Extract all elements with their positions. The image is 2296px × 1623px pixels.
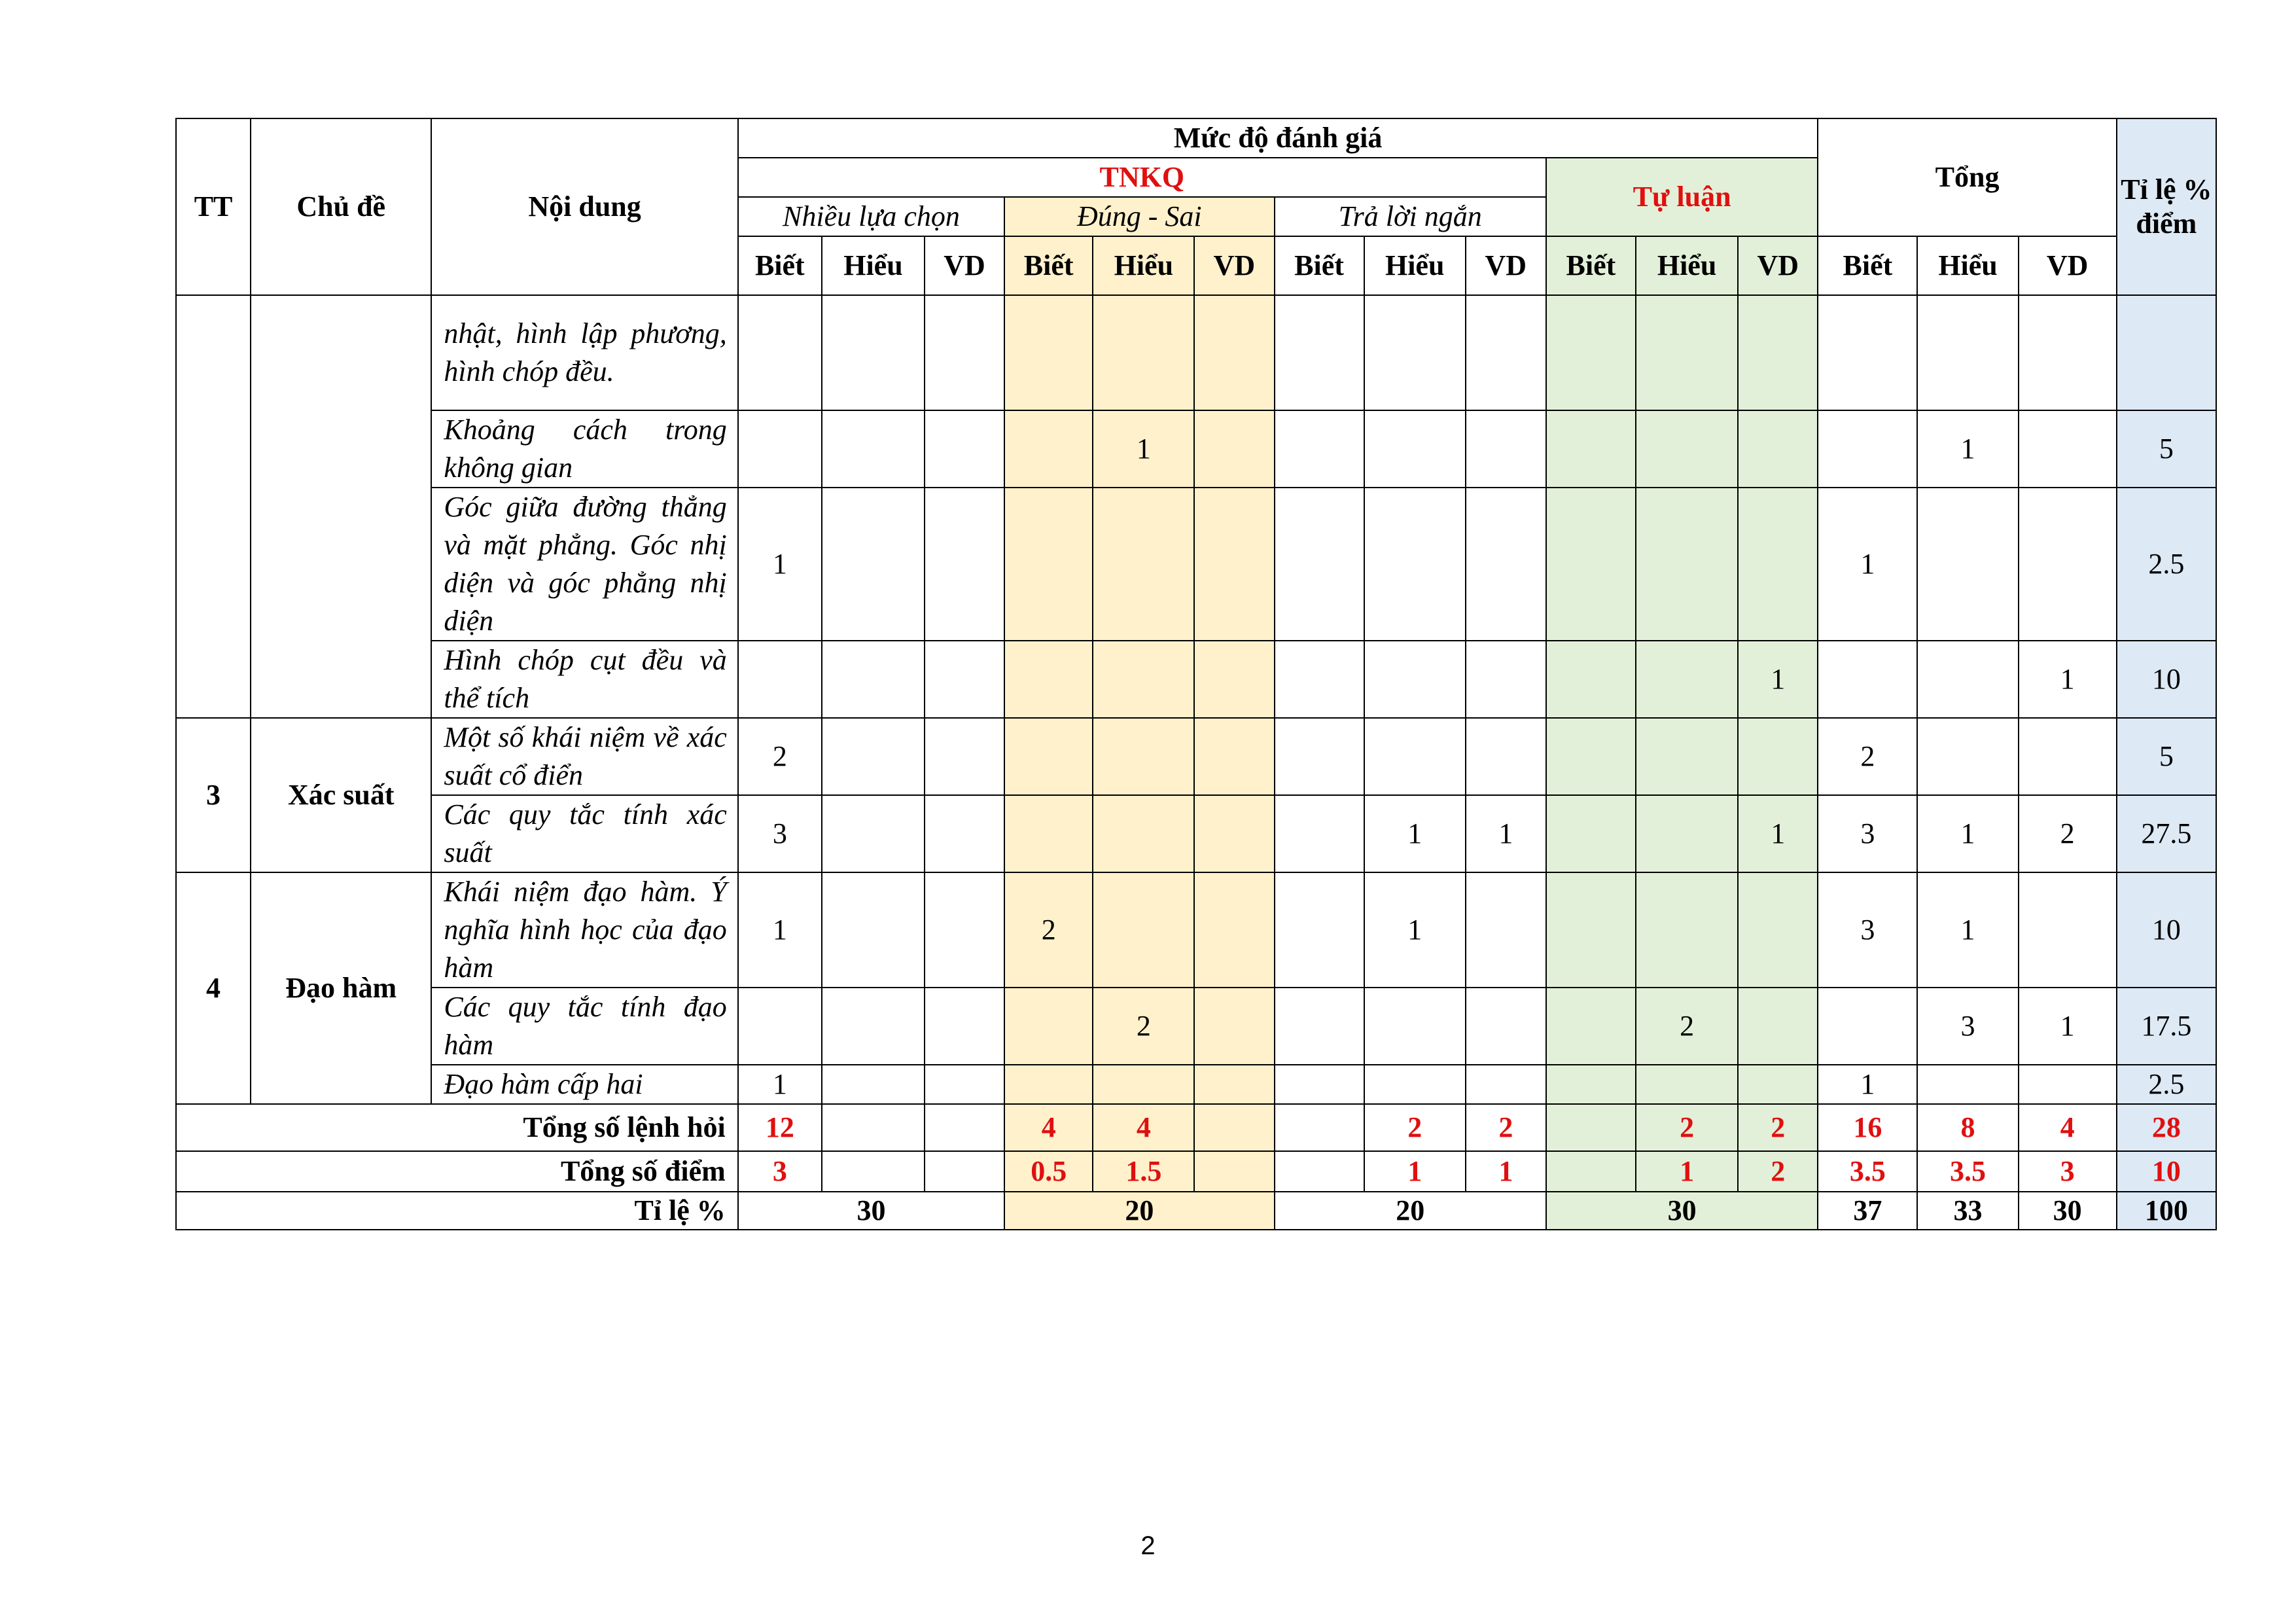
level-header-cell: VD	[1738, 236, 1818, 295]
count-cell	[1636, 795, 1738, 872]
count-cell: 3	[1818, 795, 1917, 872]
count-cell	[1917, 295, 2018, 410]
percent-dung-sai: 20	[1004, 1192, 1274, 1230]
count-cell	[1093, 641, 1194, 718]
total-points-cell	[1275, 1151, 1364, 1192]
header-tu-luan: Tự luận	[1546, 158, 1818, 236]
count-cell	[1004, 1065, 1093, 1104]
count-cell: 1	[738, 488, 822, 641]
level-header-cell: Biết	[1004, 236, 1093, 295]
content-cell: Các quy tắc tính đạo hàm	[431, 988, 737, 1065]
count-cell	[1917, 1065, 2018, 1104]
count-cell	[1546, 872, 1636, 988]
count-cell	[1636, 410, 1738, 488]
count-cell	[2019, 410, 2117, 488]
count-cell	[1093, 295, 1194, 410]
header-tnkq: TNKQ	[738, 158, 1546, 197]
count-cell: 1	[1093, 410, 1194, 488]
count-cell	[822, 988, 925, 1065]
count-cell	[1738, 295, 1818, 410]
count-cell: 1	[1738, 795, 1818, 872]
count-cell	[1275, 718, 1364, 795]
count-cell	[1738, 718, 1818, 795]
ti-le-cell	[2117, 295, 2216, 410]
total-questions-cell	[925, 1104, 1004, 1151]
percent-tra-loi-ngan: 20	[1275, 1192, 1546, 1230]
count-cell	[1636, 718, 1738, 795]
header-tong: Tổng	[1818, 118, 2116, 236]
ti-le-cell: 10	[2117, 641, 2216, 718]
count-cell	[1818, 641, 1917, 718]
total-questions-cell	[1546, 1104, 1636, 1151]
group-tt: 4	[176, 872, 251, 1104]
count-cell	[1275, 1065, 1364, 1104]
total-questions-ti-le: 28	[2117, 1104, 2216, 1151]
header-muc-do-danh-gia: Mức độ đánh giá	[738, 118, 1818, 158]
count-cell	[1546, 1065, 1636, 1104]
total-questions-cell	[822, 1104, 925, 1151]
count-cell	[1466, 295, 1546, 410]
count-cell	[1364, 641, 1466, 718]
count-cell	[1738, 1065, 1818, 1104]
count-cell	[738, 641, 822, 718]
count-cell	[1364, 988, 1466, 1065]
total-questions-cell: 2	[1364, 1104, 1466, 1151]
count-cell	[925, 295, 1004, 410]
count-cell	[1546, 488, 1636, 641]
header-dung-sai: Đúng - Sai	[1004, 197, 1274, 236]
ti-le-cell: 27.5	[2117, 795, 2216, 872]
count-cell	[925, 988, 1004, 1065]
ti-le-cell: 10	[2117, 872, 2216, 988]
count-cell	[1275, 795, 1364, 872]
count-cell	[2019, 1065, 2117, 1104]
count-cell	[1093, 1065, 1194, 1104]
percent-ti-le: 100	[2117, 1192, 2216, 1230]
count-cell: 1	[1917, 410, 2018, 488]
total-points-cell: 3	[2019, 1151, 2117, 1192]
count-cell	[1194, 795, 1274, 872]
count-cell	[1364, 718, 1466, 795]
header-ti-le-diem: Tỉ lệ % điểm	[2117, 118, 2216, 295]
count-cell	[1093, 488, 1194, 641]
count-cell	[1738, 988, 1818, 1065]
count-cell	[1275, 988, 1364, 1065]
count-cell	[1004, 795, 1093, 872]
total-questions-cell	[1275, 1104, 1364, 1151]
count-cell: 1	[1738, 641, 1818, 718]
count-cell: 2	[1004, 872, 1093, 988]
content-cell: Khoảng cách trong không gian	[431, 410, 737, 488]
count-cell	[1364, 410, 1466, 488]
count-cell	[1275, 410, 1364, 488]
count-cell	[1004, 641, 1093, 718]
count-cell: 2	[1093, 988, 1194, 1065]
count-cell	[1466, 718, 1546, 795]
level-header-cell: Biết	[738, 236, 822, 295]
group-chu-de	[251, 295, 431, 718]
count-cell	[1636, 872, 1738, 988]
level-header-cell: VD	[2019, 236, 2117, 295]
count-cell	[1636, 1065, 1738, 1104]
count-cell	[738, 410, 822, 488]
count-cell	[1636, 488, 1738, 641]
count-cell	[1093, 795, 1194, 872]
count-cell: 1	[2019, 641, 2117, 718]
count-cell	[1546, 410, 1636, 488]
count-cell	[1364, 1065, 1466, 1104]
total-points-cell: 2	[1738, 1151, 1818, 1192]
count-cell	[1004, 410, 1093, 488]
count-cell	[1466, 1065, 1546, 1104]
group-chu-de: Xác suất	[251, 718, 431, 872]
content-cell: Đạo hàm cấp hai	[431, 1065, 737, 1104]
total-questions-cell: 8	[1917, 1104, 2018, 1151]
count-cell: 1	[1364, 872, 1466, 988]
total-points-cell: 1	[1364, 1151, 1466, 1192]
header-tra-loi-ngan: Trả lời ngắn	[1275, 197, 1546, 236]
count-cell	[1194, 718, 1274, 795]
count-cell	[1275, 488, 1364, 641]
count-cell	[822, 718, 925, 795]
count-cell	[1636, 641, 1738, 718]
total-points-cell: 1	[1636, 1151, 1738, 1192]
count-cell	[1917, 488, 2018, 641]
count-cell	[1636, 295, 1738, 410]
count-cell	[1194, 1065, 1274, 1104]
count-cell	[1546, 795, 1636, 872]
count-cell: 1	[2019, 988, 2117, 1065]
page-number: 2	[1140, 1531, 1156, 1560]
header-chu-de: Chủ đề	[251, 118, 431, 295]
count-cell	[1466, 988, 1546, 1065]
count-cell	[822, 872, 925, 988]
total-points-cell: 0.5	[1004, 1151, 1093, 1192]
count-cell	[1917, 718, 2018, 795]
count-cell	[2019, 488, 2117, 641]
level-header-cell: Hiểu	[1364, 236, 1466, 295]
level-header-cell: VD	[925, 236, 1004, 295]
count-cell: 1	[1917, 795, 2018, 872]
total-points-cell: 3.5	[1917, 1151, 2018, 1192]
total-questions-cell: 4	[1093, 1104, 1194, 1151]
count-cell	[1194, 641, 1274, 718]
header-noi-dung: Nội dung	[431, 118, 737, 295]
total-points-cell: 1	[1466, 1151, 1546, 1192]
total-points-ti-le: 10	[2117, 1151, 2216, 1192]
header-nhieu-lua-chon: Nhiều lựa chọn	[738, 197, 1004, 236]
percent-tong-vd: 30	[2019, 1192, 2117, 1230]
count-cell	[822, 641, 925, 718]
total-questions-label: Tổng số lệnh hỏi	[176, 1104, 738, 1151]
total-questions-cell: 4	[1004, 1104, 1093, 1151]
assessment-matrix-table	[175, 118, 2217, 1230]
count-cell	[822, 488, 925, 641]
total-questions-cell: 2	[1636, 1104, 1738, 1151]
count-cell: 3	[1818, 872, 1917, 988]
level-header-cell: Biết	[1275, 236, 1364, 295]
count-cell	[1546, 641, 1636, 718]
total-points-cell	[1194, 1151, 1274, 1192]
count-cell	[1917, 641, 2018, 718]
count-cell: 1	[1818, 488, 1917, 641]
count-cell	[822, 410, 925, 488]
count-cell	[1738, 488, 1818, 641]
count-cell	[1466, 872, 1546, 988]
count-cell	[1466, 641, 1546, 718]
count-cell: 1	[738, 1065, 822, 1104]
count-cell	[1818, 295, 1917, 410]
percent-tong-hieu: 33	[1917, 1192, 2018, 1230]
total-points-cell: 3	[738, 1151, 822, 1192]
total-questions-cell: 2	[1738, 1104, 1818, 1151]
count-cell: 1	[1466, 795, 1546, 872]
content-cell: Khái niệm đạo hàm. Ý nghĩa hình học của đạo hàm	[431, 872, 737, 988]
group-chu-de: Đạo hàm	[251, 872, 431, 1104]
count-cell	[738, 295, 822, 410]
total-questions-cell: 12	[738, 1104, 822, 1151]
level-header-cell: Biết	[1818, 236, 1917, 295]
count-cell	[822, 795, 925, 872]
ti-le-cell: 5	[2117, 410, 2216, 488]
count-cell	[1738, 410, 1818, 488]
count-cell	[1194, 872, 1274, 988]
content-cell: Các quy tắc tính xác suất	[431, 795, 737, 872]
count-cell	[1818, 410, 1917, 488]
count-cell: 3	[1917, 988, 2018, 1065]
count-cell	[1466, 410, 1546, 488]
count-cell: 1	[1364, 795, 1466, 872]
percent-tu-luan: 30	[1546, 1192, 1818, 1230]
count-cell	[2019, 872, 2117, 988]
total-points-cell	[822, 1151, 925, 1192]
group-tt	[176, 295, 251, 718]
count-cell	[1004, 488, 1093, 641]
percent-label: Tỉ lệ %	[176, 1192, 738, 1230]
count-cell	[1275, 872, 1364, 988]
count-cell	[925, 1065, 1004, 1104]
count-cell	[2019, 718, 2117, 795]
total-questions-cell: 4	[2019, 1104, 2117, 1151]
header-tt: TT	[176, 118, 251, 295]
level-header-cell: VD	[1194, 236, 1274, 295]
count-cell	[1275, 641, 1364, 718]
count-cell: 2	[738, 718, 822, 795]
count-cell	[1004, 988, 1093, 1065]
total-questions-cell	[1194, 1104, 1274, 1151]
level-header-cell: Hiểu	[822, 236, 925, 295]
count-cell	[925, 488, 1004, 641]
count-cell	[1194, 295, 1274, 410]
count-cell	[2019, 295, 2117, 410]
level-header-cell: Hiểu	[1636, 236, 1738, 295]
count-cell	[1818, 988, 1917, 1065]
count-cell	[1546, 988, 1636, 1065]
count-cell: 1	[1917, 872, 2018, 988]
count-cell	[925, 718, 1004, 795]
total-points-cell	[1546, 1151, 1636, 1192]
total-questions-cell: 2	[1466, 1104, 1546, 1151]
content-cell: Góc giữa đường thẳng và mặt phẳng. Góc nhị diện và góc phẳng nhị diện	[431, 488, 737, 641]
ti-le-cell: 2.5	[2117, 488, 2216, 641]
group-tt: 3	[176, 718, 251, 872]
count-cell: 1	[738, 872, 822, 988]
count-cell	[1093, 718, 1194, 795]
count-cell	[925, 641, 1004, 718]
count-cell	[1546, 295, 1636, 410]
total-points-cell: 3.5	[1818, 1151, 1917, 1192]
count-cell	[1738, 872, 1818, 988]
count-cell	[1194, 410, 1274, 488]
count-cell	[1364, 488, 1466, 641]
count-cell	[1546, 718, 1636, 795]
count-cell	[1093, 872, 1194, 988]
total-questions-cell: 16	[1818, 1104, 1917, 1151]
count-cell	[1194, 488, 1274, 641]
percent-tong-biet: 37	[1818, 1192, 1917, 1230]
count-cell	[822, 1065, 925, 1104]
percent-nhieu-lua-chon: 30	[738, 1192, 1004, 1230]
count-cell	[1466, 488, 1546, 641]
content-cell: nhật, hình lập phương, hình chóp đều.	[431, 295, 737, 410]
count-cell	[738, 988, 822, 1065]
ti-le-cell: 17.5	[2117, 988, 2216, 1065]
count-cell	[1275, 295, 1364, 410]
level-header-cell: Biết	[1546, 236, 1636, 295]
ti-le-cell: 5	[2117, 718, 2216, 795]
level-header-cell: Hiểu	[1093, 236, 1194, 295]
count-cell	[1194, 988, 1274, 1065]
level-header-cell: VD	[1466, 236, 1546, 295]
count-cell	[1364, 295, 1466, 410]
count-cell	[925, 795, 1004, 872]
count-cell	[925, 872, 1004, 988]
ti-le-cell: 2.5	[2117, 1065, 2216, 1104]
count-cell: 3	[738, 795, 822, 872]
count-cell: 1	[1818, 1065, 1917, 1104]
count-cell	[822, 295, 925, 410]
content-cell: Một số khái niệm về xác suất cổ điển	[431, 718, 737, 795]
count-cell: 2	[1636, 988, 1738, 1065]
count-cell: 2	[2019, 795, 2117, 872]
count-cell	[1004, 295, 1093, 410]
count-cell	[925, 410, 1004, 488]
total-points-cell: 1.5	[1093, 1151, 1194, 1192]
count-cell: 2	[1818, 718, 1917, 795]
count-cell	[1004, 718, 1093, 795]
total-points-cell	[925, 1151, 1004, 1192]
level-header-cell: Hiểu	[1917, 236, 2018, 295]
total-points-label: Tổng số điểm	[176, 1151, 738, 1192]
content-cell: Hình chóp cụt đều và thể tích	[431, 641, 737, 718]
